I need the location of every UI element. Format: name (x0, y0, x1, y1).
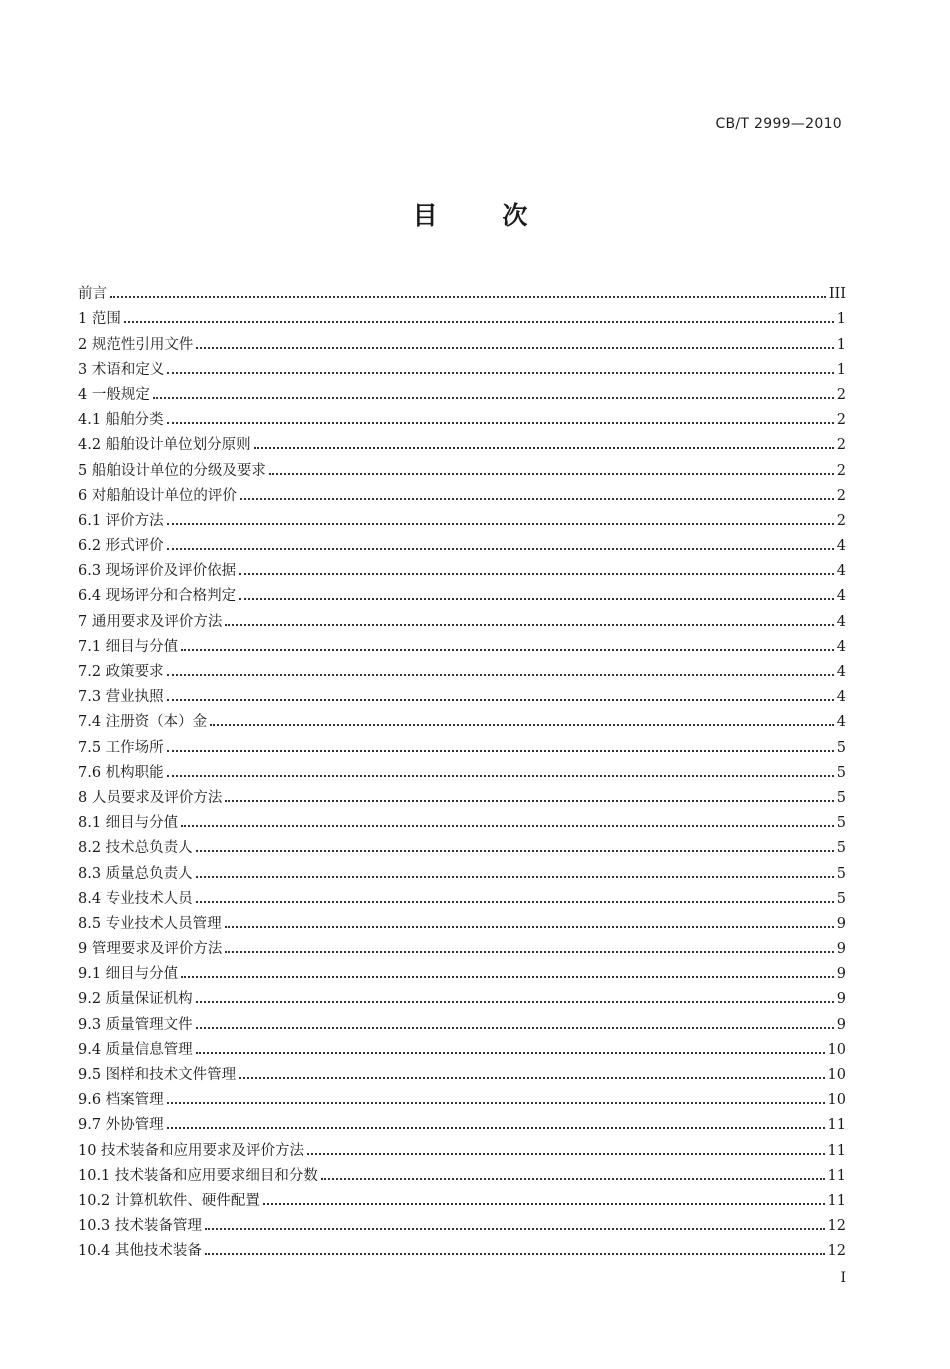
toc-entry[interactable] (78, 555, 846, 580)
toc-entry-label: 9.2 质量保证机构 (78, 991, 193, 1008)
toc-dot-leader (225, 800, 833, 802)
toc-dot-leader (196, 1001, 834, 1003)
toc-entry[interactable] (78, 328, 846, 353)
toc-dot-leader (167, 1102, 825, 1104)
toc-entry-label: 3 术语和定义 (78, 361, 165, 378)
toc-entry-page: 11 (827, 1142, 846, 1159)
toc-dot-leader (110, 296, 826, 298)
toc-dot-leader (254, 447, 834, 449)
toc-entry[interactable] (78, 505, 846, 530)
toc-entry-page: 2 (836, 412, 846, 429)
toc-entry[interactable] (78, 681, 846, 706)
toc-entry-page: 4 (836, 689, 846, 706)
toc-entry[interactable] (78, 857, 846, 882)
toc-dot-leader (153, 397, 834, 399)
toc-entry-page: 2 (836, 512, 846, 529)
toc-entry[interactable] (78, 454, 846, 479)
toc-dot-leader (167, 1127, 825, 1129)
toc-entry[interactable] (78, 908, 846, 933)
toc-entry[interactable] (78, 1235, 846, 1260)
toc-entry[interactable] (78, 782, 846, 807)
toc-entry-label: 7.1 细目与分值 (78, 638, 179, 655)
toc-entry[interactable] (78, 1160, 846, 1185)
toc-dot-leader (307, 1153, 824, 1155)
toc-dot-leader (196, 1027, 834, 1029)
toc-entry[interactable] (78, 404, 846, 429)
toc-dot-leader (263, 1203, 825, 1205)
toc-dot-leader (167, 674, 834, 676)
toc-entry-page: 4 (836, 638, 846, 655)
toc-entry-label: 10.3 技术装备管理 (78, 1218, 202, 1235)
toc-dot-leader (225, 624, 833, 626)
toc-entry-page: 5 (836, 840, 846, 857)
toc-entry-page: 2 (836, 462, 846, 479)
toc-entry[interactable] (78, 1109, 846, 1134)
toc-entry[interactable] (78, 757, 846, 782)
toc-dot-leader (196, 901, 834, 903)
toc-entry-label: 9.7 外协管理 (78, 1117, 164, 1134)
toc-entry[interactable] (78, 354, 846, 379)
toc-entry-page: 4 (836, 563, 846, 580)
toc-entry-label: 9.3 质量管理文件 (78, 1016, 193, 1033)
toc-entry-label: 6.1 评价方法 (78, 512, 164, 529)
toc-dot-leader (167, 548, 834, 550)
toc-dot-leader (196, 850, 834, 852)
toc-dot-leader (196, 1052, 825, 1054)
toc-entry[interactable] (78, 883, 846, 908)
toc-dot-leader (181, 976, 834, 978)
toc-entry-page: 11 (827, 1192, 846, 1209)
toc-entry[interactable] (78, 429, 846, 454)
toc-entry-label: 9.6 档案管理 (78, 1092, 164, 1109)
toc-entry-label: 10.4 其他技术装备 (78, 1243, 202, 1260)
toc-entry[interactable] (78, 580, 846, 605)
toc-entry[interactable] (78, 278, 846, 303)
toc-entry-page: 4 (836, 714, 846, 731)
toc-dot-leader (210, 724, 834, 726)
toc-entry[interactable] (78, 1034, 846, 1059)
toc-dot-leader (167, 422, 834, 424)
toc-entry-label: 4.1 船舶分类 (78, 412, 164, 429)
toc-dot-leader (181, 649, 834, 651)
toc-entry-page: 5 (836, 764, 846, 781)
toc-entry[interactable] (78, 379, 846, 404)
toc-entry-page: III (828, 286, 846, 303)
toc-dot-leader (167, 750, 834, 752)
table-of-contents (78, 278, 846, 1260)
toc-entry-page: 1 (836, 311, 846, 328)
toc-entry-label: 9.1 细目与分值 (78, 966, 179, 983)
toc-entry-page: 9 (836, 1016, 846, 1033)
toc-entry-page: 12 (827, 1218, 846, 1235)
toc-entry-page: 4 (836, 538, 846, 555)
toc-entry-label: 8.2 技术总负责人 (78, 840, 193, 857)
toc-entry-page: 5 (836, 865, 846, 882)
toc-entry-label: 6.3 现场评价及评价依据 (78, 563, 237, 580)
toc-entry-label: 7.2 政策要求 (78, 664, 164, 680)
toc-dot-leader (239, 1077, 824, 1079)
toc-entry-label: 9.5 图样和技术文件管理 (78, 1067, 237, 1083)
toc-entry-label: 7.6 机构职能 (78, 764, 164, 781)
toc-entry-label: 7.3 营业执照 (78, 689, 164, 706)
toc-entry-label: 10.1 技术装备和应用要求细目和分数 (78, 1167, 318, 1184)
toc-entry[interactable] (78, 933, 846, 958)
toc-dot-leader (167, 372, 833, 374)
toc-dot-leader (205, 1253, 825, 1255)
toc-dot-leader (205, 1228, 825, 1230)
toc-entry-label: 10 技术装备和应用要求及评价方法 (78, 1142, 305, 1159)
toc-entry-page: 9 (836, 941, 846, 958)
toc-entry[interactable] (78, 530, 846, 555)
toc-entry[interactable] (78, 631, 846, 656)
toc-entry-page: 9 (836, 991, 846, 1008)
toc-entry[interactable] (78, 605, 846, 630)
toc-dot-leader (321, 1178, 825, 1180)
toc-entry-label: 2 规范性引用文件 (78, 336, 194, 353)
toc-dot-leader (196, 347, 833, 349)
toc-entry[interactable] (78, 1185, 846, 1210)
toc-entry[interactable] (78, 1084, 846, 1109)
toc-entry-label: 6.4 现场评分和合格判定 (78, 588, 237, 605)
toc-entry-page: 1 (836, 336, 846, 353)
toc-entry-label: 8 人员要求及评价方法 (78, 789, 223, 806)
toc-entry[interactable] (78, 656, 846, 681)
toc-entry-page: 4 (836, 588, 846, 605)
toc-entry[interactable] (78, 1059, 846, 1084)
toc-dot-leader (196, 876, 834, 878)
toc-entry[interactable] (78, 983, 846, 1008)
toc-dot-leader (239, 598, 834, 600)
toc-entry-page: 4 (836, 664, 846, 680)
toc-dot-leader (181, 825, 834, 827)
toc-entry-label: 7.4 注册资（本）金 (78, 714, 208, 731)
toc-entry-label: 6.2 形式评价 (78, 538, 164, 555)
standard-code: CB/T 2999—2010 (715, 116, 842, 132)
toc-entry-page: 5 (836, 815, 846, 832)
toc-entry[interactable] (78, 1008, 846, 1033)
toc-entry-label: 5 船舶设计单位的分级及要求 (78, 462, 266, 479)
toc-entry-label: 8.1 细目与分值 (78, 815, 179, 832)
toc-entry-page: 10 (827, 1092, 846, 1109)
page-title: 目 次 (412, 201, 556, 230)
toc-entry-page: 5 (836, 789, 846, 806)
toc-entry-label: 7 通用要求及评价方法 (78, 613, 223, 630)
toc-dot-leader (225, 951, 833, 953)
toc-entry-label: 8.4 专业技术人员 (78, 890, 193, 907)
toc-entry[interactable] (78, 303, 846, 328)
toc-entry-label: 4 一般规定 (78, 386, 150, 403)
toc-entry[interactable] (78, 832, 846, 857)
toc-entry-page: 4 (836, 613, 846, 630)
toc-dot-leader (269, 473, 834, 475)
toc-entry-label: 4.2 船舶设计单位划分原则 (78, 437, 251, 454)
toc-entry-label: 6 对船舶设计单位的评价 (78, 487, 237, 504)
toc-entry-label: 10.2 计算机软件、硬件配置 (78, 1192, 260, 1209)
toc-entry-page: 11 (827, 1117, 846, 1134)
toc-entry-page: 2 (836, 487, 846, 504)
toc-entry-label: 9 管理要求及评价方法 (78, 941, 223, 958)
toc-entry-page: 10 (827, 1041, 846, 1058)
toc-entry-label: 9.4 质量信息管理 (78, 1041, 193, 1058)
toc-entry[interactable] (78, 807, 846, 832)
toc-entry-page: 12 (827, 1243, 846, 1260)
toc-entry-label: 8.5 专业技术人员管理 (78, 915, 222, 932)
toc-entry-label: 前言 (78, 286, 107, 303)
toc-entry-page: 11 (827, 1167, 846, 1184)
toc-entry-page: 1 (836, 361, 846, 378)
toc-dot-leader (239, 573, 834, 575)
toc-dot-leader (240, 498, 834, 500)
toc-entry-page: 9 (836, 915, 846, 932)
toc-entry[interactable] (78, 958, 846, 983)
toc-entry-page: 9 (836, 966, 846, 983)
toc-entry-label: 7.5 工作场所 (78, 739, 164, 756)
toc-entry[interactable] (78, 706, 846, 731)
toc-dot-leader (124, 321, 834, 323)
toc-dot-leader (167, 775, 834, 777)
toc-entry-page: 2 (836, 386, 846, 403)
toc-entry[interactable] (78, 1210, 846, 1235)
toc-dot-leader (167, 699, 834, 701)
toc-entry-label: 8.3 质量总负责人 (78, 865, 193, 882)
toc-entry-page: 5 (836, 739, 846, 756)
toc-entry-page: 2 (836, 437, 846, 454)
toc-dot-leader (225, 926, 834, 928)
toc-dot-leader (167, 523, 834, 525)
toc-entry-page: 10 (827, 1067, 846, 1083)
toc-entry[interactable] (78, 731, 846, 756)
toc-entry[interactable] (78, 1134, 846, 1159)
toc-entry-page: 5 (836, 890, 846, 907)
toc-entry-label: 1 范围 (78, 311, 121, 328)
toc-entry[interactable] (78, 480, 846, 505)
page-number: I (840, 1270, 846, 1286)
